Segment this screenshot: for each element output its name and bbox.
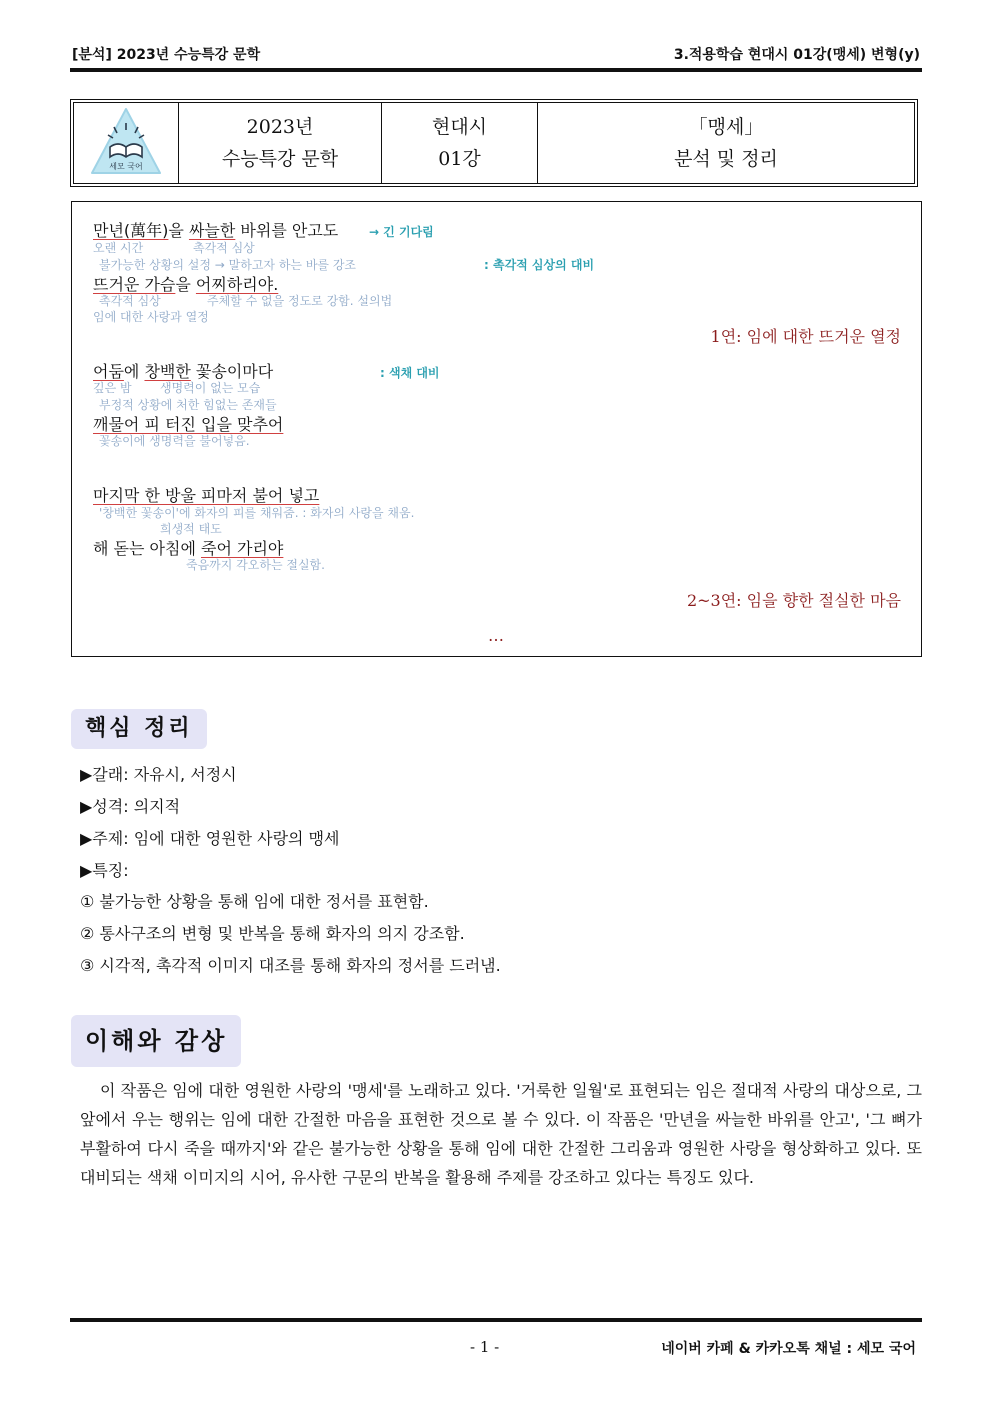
poem-word: 어둠: [93, 362, 124, 381]
poem-word: 죽어 가리야: [201, 539, 284, 558]
poem-word: 을: [175, 275, 196, 294]
annotation: 촉각적 심상: [193, 241, 255, 255]
logo-cell: [74, 103, 179, 183]
header-rule: [70, 68, 922, 72]
page-number: - 1 -: [470, 1338, 500, 1356]
poem-ellipsis: …: [488, 626, 504, 645]
annotation: → 긴 기다림: [369, 225, 434, 239]
title-book: 수능특강 문학: [221, 148, 339, 170]
poem-box: [71, 201, 922, 657]
core-section-title: 핵심 정리: [71, 709, 207, 749]
footer-channel: 네이버 카페 & 카카오톡 채널 : 세모 국어: [661, 1341, 916, 1357]
title-year: 2023년: [246, 116, 314, 138]
appreciation-section-title: 이해와 감상: [71, 1015, 241, 1067]
logo-icon: [86, 103, 166, 183]
annotation: 희생적 태도: [160, 522, 222, 536]
poem-line-5: [93, 483, 319, 506]
poem-word: 에: [123, 362, 145, 381]
annotation: : 촉각적 심상의 대비: [484, 258, 595, 272]
title-cell-work: [538, 103, 914, 183]
annotation: : 색채 대비: [380, 366, 440, 380]
poem-word: 바위를 안고도: [235, 221, 339, 240]
core-item: ① 불가능한 상황을 통해 임에 대한 정서를 표현함.: [80, 892, 429, 911]
poem-word: 꽃송이마다: [190, 362, 274, 381]
title-cell-genre: [382, 103, 538, 183]
core-item: ▶갈래: 자유시, 서정시: [80, 765, 237, 784]
title-cell-year: [179, 103, 382, 183]
footer-rule: [70, 1318, 922, 1322]
title-analysis: 분석 및 정리: [674, 148, 778, 170]
title-genre: 현대시: [431, 116, 488, 138]
annotation: 깊은 밤: [93, 381, 132, 395]
annotation: 죽음까지 각오하는 절실함.: [186, 558, 325, 572]
logo-text: 세모 국어: [109, 162, 143, 171]
annotation: 생명력이 없는 모습: [160, 381, 261, 395]
poem-word: 뜨거운 가슴: [93, 275, 176, 294]
poem-word: 해 돋는 아침에: [93, 539, 201, 558]
annotation: 불가능한 상황의 설정 → 말하고자 하는 바를 강조: [99, 258, 357, 272]
header-right: 3.적용학습 현대시 01강(맹세) 변형(y): [673, 47, 920, 63]
title-lesson: 01강: [438, 148, 481, 170]
title-table: [70, 99, 918, 187]
poem-line-1: [93, 218, 338, 241]
annotation: 꽃송이에 생명력을 불어넣음.: [99, 434, 250, 448]
poem-word: 깨물어 피 터진 입을 맞추어: [93, 415, 284, 434]
stanza-summary: 1연: 임에 대한 뜨거운 열정: [710, 327, 901, 346]
annotation: 부정적 상황에 처한 힘없는 존재들: [99, 398, 277, 412]
stanza-summary: 2~3연: 임을 향한 절실한 마음: [686, 591, 901, 610]
poem-word: 을: [168, 221, 189, 240]
core-item: ▶특징:: [80, 861, 129, 880]
appreciation-paragraph: 이 작품은 임에 대한 영원한 사랑의 '맹세'를 노래하고 있다. '거룩한 일월'로 표현되는 임은 절대적 사랑의 대상으로, 그 앞에서 우는 행위는 임에 대한 간절한 마음을 표현한 것으로 볼 수 있다. 이 작품은 '만년을 싸늘한 바위를 안고', '그 뼈가 부활하여 다시 죽을 때까지'와 같은 불가능한 상황을 통해 임에 대한 간절한 그리움과 영원한 사랑을 형상화하고 있다. 또 대비되는 색채 이미지의 시어, 유사한 구문의 반복을 활용해 주제를 강조하고 있다는 특징도 있다.: [80, 1081, 922, 1187]
core-item: ▶성격: 의지적: [80, 797, 181, 816]
core-item: ② 통사구조의 변형 및 반복을 통해 화자의 의지 강조함.: [80, 924, 465, 943]
title-work: 「맹세」: [688, 116, 764, 138]
annotation: '창백한 꽃송이'에 화자의 피를 채워줌. : 화자의 사랑을 채움.: [99, 506, 415, 520]
poem-word: 창백한: [144, 362, 191, 381]
core-item: ▶주제: 임에 대한 영원한 사랑의 맹세: [80, 829, 340, 848]
poem-word: 마지막 한 방울 피마저 불어 넣고: [93, 486, 320, 505]
poem-word: 만년(萬年): [93, 221, 169, 240]
annotation: 임에 대한 사랑과 열정: [93, 310, 209, 324]
core-item: ③ 시각적, 촉각적 이미지 대조를 통해 화자의 정서를 드러냄.: [80, 956, 501, 975]
annotation: 주체할 수 없을 정도로 강함. 설의법: [207, 294, 393, 308]
annotation: 촉각적 심상: [99, 294, 161, 308]
poem-word: 어찌하리야.: [195, 275, 279, 294]
annotation: 오랜 시간: [93, 241, 144, 255]
header-left: [분석] 2023년 수능특강 문학: [72, 47, 261, 63]
poem-word: 싸늘한: [188, 221, 236, 240]
